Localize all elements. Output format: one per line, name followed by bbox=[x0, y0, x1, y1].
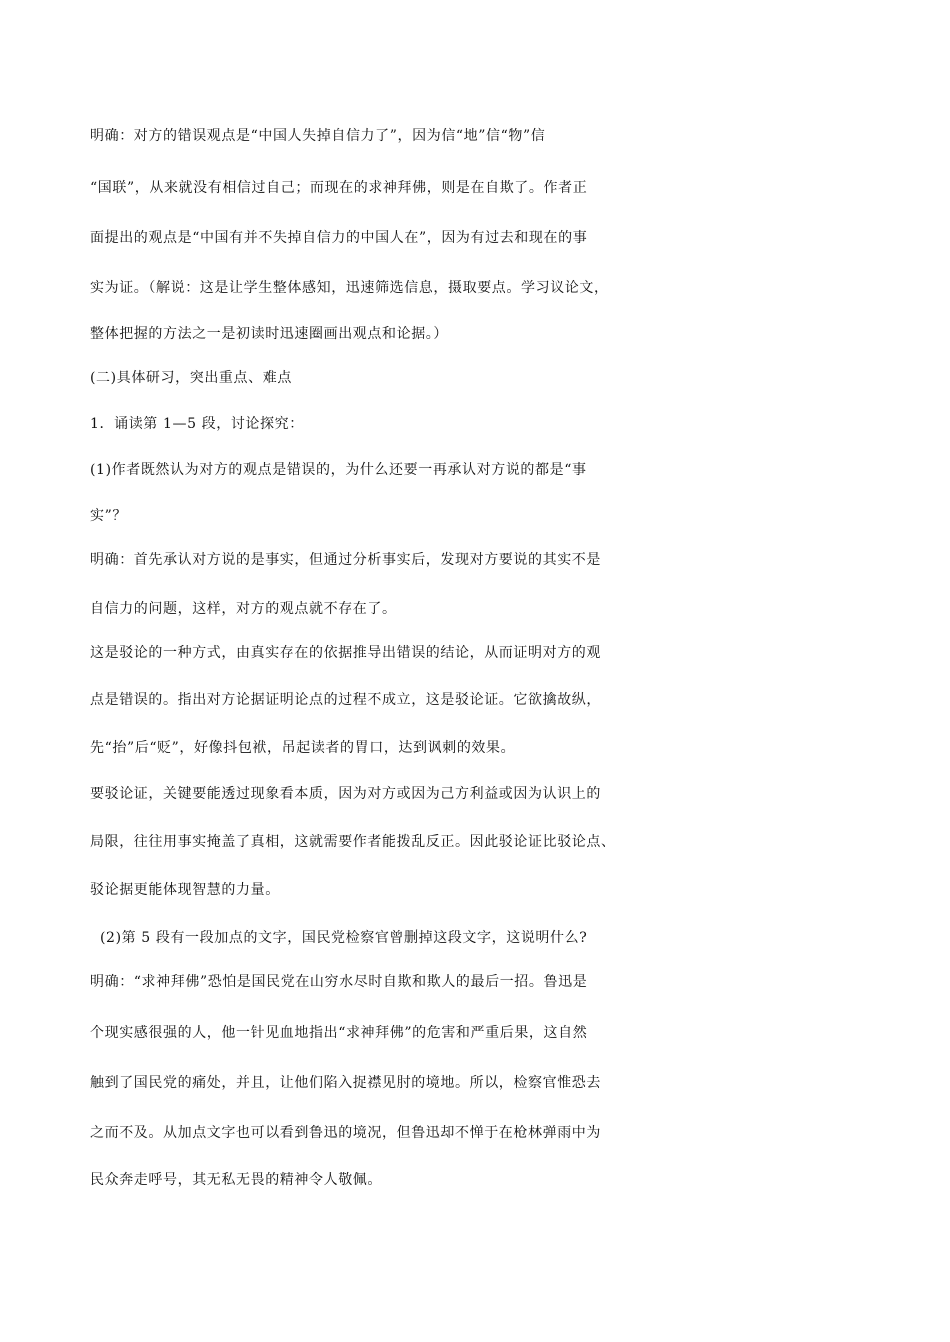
text-line: 明确：“求神拜佛”恐怕是国民党在山穷水尽时自欺和欺人的最后一招。鲁迅是 bbox=[90, 974, 588, 990]
question-text: (1)作者既然认为对方的观点是错误的，为什么还要一再承认对方说的都是“事 bbox=[90, 462, 587, 478]
question-text: (2)第 5 段有一段加点的文字，国民党检察官曾删掉这段文字，这说明什么? bbox=[100, 930, 588, 946]
text-line: 局限，往往用事实掩盖了真相，这就需要作者能拨乱反正。因此驳论证比驳论点、 bbox=[90, 834, 616, 850]
section-heading: (二)具体研习，突出重点、难点 bbox=[90, 370, 292, 386]
text-line: 点是错误的。指出对方论据证明论点的过程不成立，这是驳论证。它欲擒故纵， bbox=[90, 692, 601, 708]
text-line: 触到了国民党的痛处，并且，让他们陷入捉襟见肘的境地。所以，检察官惟恐去 bbox=[90, 1075, 601, 1091]
list-heading: 1．诵读第 1—5 段，讨论探究： bbox=[90, 416, 304, 432]
text-line: “国联”，从来就没有相信过自己；而现在的求神拜佛，则是在自欺了。作者正 bbox=[90, 180, 588, 196]
text-line: 这是驳论的一种方式，由真实存在的依据推导出错误的结论，从而证明对方的观 bbox=[90, 645, 601, 661]
question-text: 实”？ bbox=[90, 508, 127, 524]
text-line: 自信力的问题，这样，对方的观点就不存在了。 bbox=[90, 601, 397, 617]
text-line: 实为证。（解说：这是让学生整体感知，迅速筛选信息，摄取要点。学习议论文， bbox=[90, 280, 609, 296]
text-line: 个现实感很强的人，他一针见血地指出“求神拜佛”的危害和严重后果，这自然 bbox=[90, 1025, 588, 1041]
text-line: 整体把握的方法之一是初读时迅速圈画出观点和论据。） bbox=[90, 326, 448, 342]
text-line: 明确：对方的错误观点是“中国人失掉自信力了”，因为信“地”信“物”信 bbox=[90, 128, 546, 144]
text-line: 民众奔走呼号，其无私无畏的精神令人敬佩。 bbox=[90, 1172, 382, 1188]
text-line: 驳论据更能体现智慧的力量。 bbox=[90, 882, 280, 898]
text-line: 之而不及。从加点文字也可以看到鲁迅的境况，但鲁迅却不惮于在枪林弹雨中为 bbox=[90, 1125, 601, 1141]
text-line: 要驳论证，关键要能透过现象看本质，因为对方或因为己方利益或因为认识上的 bbox=[90, 786, 601, 802]
text-line: 先“抬”后“贬”，好像抖包袱，吊起读者的胃口，达到讽刺的效果。 bbox=[90, 740, 516, 756]
text-line: 明确：首先承认对方说的是事实，但通过分析事实后，发现对方要说的其实不是 bbox=[90, 552, 601, 568]
text-line: 面提出的观点是“中国有并不失掉自信力的中国人在”，因为有过去和现在的事 bbox=[90, 230, 588, 246]
